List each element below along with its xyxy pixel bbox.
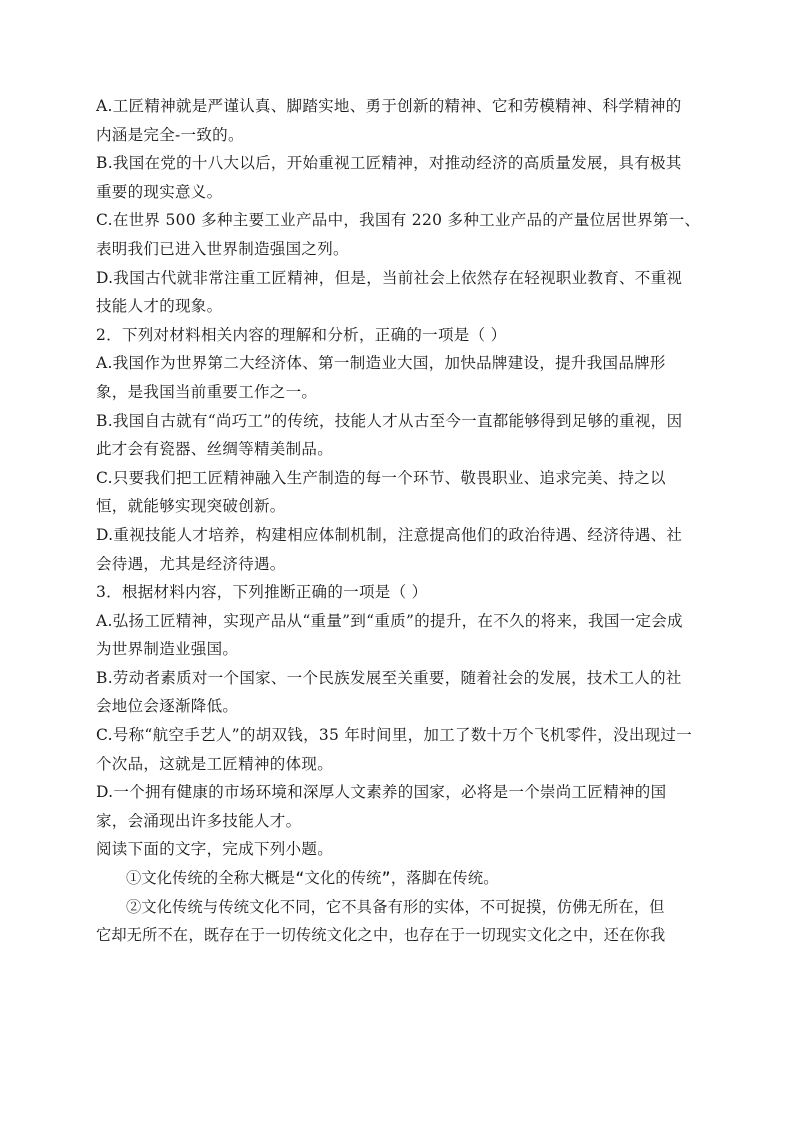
text-line: 3．根据材料内容，下列推断正确的一项是（ ）: [96, 583, 428, 602]
text-line: 内涵是完全-一致的。: [96, 125, 244, 144]
answer-option: [96, 149, 698, 206]
text-line: 会地位会逐渐降低。: [96, 697, 239, 716]
answer-option: [96, 206, 701, 263]
text-line: 重要的现实意义。: [96, 182, 223, 201]
text-line: 为世界制造业强国。: [96, 640, 239, 659]
reading-instruction: [96, 835, 698, 864]
text-line: B.劳动者素质对一个国家、一个民族发展至关重要，随着社会的发展，技术工人的社: [96, 668, 682, 687]
text-line: B.我国在党的十八大以后，开始重视工匠精神，对推动经济的高质量发展，具有极其: [96, 154, 682, 173]
text-line: 表明我们已进入世界制造强国之列。: [96, 239, 349, 258]
text-line: C.号称“航空手艺人”的胡双钱，35 年时间里，加工了数十万个飞机零件，没出现过一: [96, 726, 693, 745]
passage-paragraph: [96, 921, 698, 950]
text-line: 技能人才的现象。: [96, 297, 223, 316]
text-line: C.只要我们把工匠精神融入生产制造的每一个环节、敬畏职业、追求完美、持之以: [96, 468, 666, 487]
text-line: 个次品，这就是工匠精神的体现。: [96, 754, 334, 773]
answer-option: [96, 721, 698, 778]
text-line: 它却无所不在，既存在于一切传统文化之中，也存在于一切现实文化之中，还在你我: [96, 926, 666, 945]
answer-option: [96, 349, 698, 406]
text-line: B.我国自古就有“尚巧工”的传统，技能人才从古至今一直都能够得到足够的重视，因: [96, 411, 683, 430]
passage-paragraph: [96, 893, 698, 922]
answer-option: [96, 464, 698, 521]
text-line: A.弘扬工匠精神，实现产品从“重量”到“重质”的提升，在不久的将来，我国一定会成: [96, 611, 683, 630]
text-line: A.工匠精神就是严谨认真、脚踏实地、勇于创新的精神、它和劳模精神、科学精神的: [96, 97, 682, 115]
text-line: 恒，就能够实现突破创新。: [96, 497, 286, 516]
answer-option: [96, 92, 698, 149]
text-line: D.一个拥有健康的市场环境和深厚人文素养的国家，必将是一个崇尚工匠精神的国: [96, 783, 667, 802]
text-line: A.我国作为世界第二大经济体、第一制造业大国，加快品牌建设，提升我国品牌形: [96, 354, 666, 373]
text-line: ①文化传统的全称大概是“文化的传统”，落脚在传统。: [126, 869, 499, 888]
question-stem: [96, 578, 698, 607]
text-line: ②文化传统与传统文化不同，它不具备有形的实体，不可捉摸，仿佛无所在，但: [126, 897, 665, 916]
answer-option: [96, 521, 698, 578]
text-line: 象，是我国当前重要工作之一。: [96, 382, 318, 401]
answer-option: [96, 778, 698, 835]
answer-option: [96, 264, 698, 321]
answer-option: [96, 607, 698, 664]
text-line: D.我国古代就非常注重工匠精神，但是，当前社会上依然存在轻视职业教育、不重视: [96, 268, 683, 287]
passage-paragraph: [96, 864, 698, 893]
text-line: 2．下列对材料相关内容的理解和分析，正确的一项是（ ）: [96, 325, 507, 344]
text-line: C.在世界 500 多种主要工业产品中，我国有 220 多种工业产品的产量位居世界第一、: [96, 211, 701, 230]
answer-option: [96, 664, 698, 721]
answer-option: [96, 407, 698, 464]
text-line: D.重视技能人才培养，构建相应体制机制，注意提高他们的政治待遇、经济待遇、社: [96, 525, 683, 544]
text-line: 会待遇，尤其是经济待遇。: [96, 554, 286, 573]
question-stem: [96, 321, 698, 350]
text-line: 家，会涌现出许多技能人才。: [96, 811, 302, 830]
document-body: [96, 92, 701, 950]
text-line: 此才会有瓷器、丝绸等精美制品。: [96, 440, 334, 459]
text-line: 阅读下面的文字，完成下列小题。: [96, 840, 334, 859]
